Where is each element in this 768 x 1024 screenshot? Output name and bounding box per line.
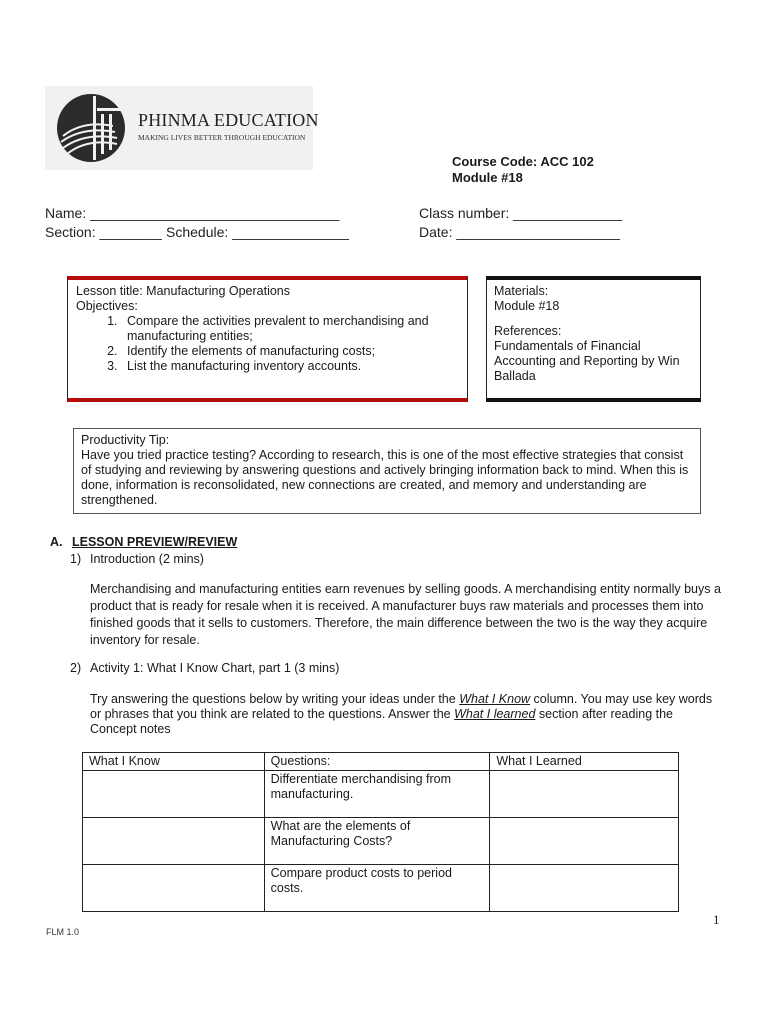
table-row: [83, 818, 679, 865]
references-value: Fundamentals of Financial Accounting and Reporting by Win Ballada: [494, 339, 680, 383]
schedule-field: Schedule: _______________: [166, 224, 349, 240]
lesson-box: [67, 276, 468, 402]
objectives-list: [76, 314, 459, 374]
module-number: Module #18: [452, 170, 523, 185]
productivity-tip-box: [73, 428, 701, 514]
date-field: Date: _____________________: [419, 224, 620, 240]
header-what-i-learned: What I Learned: [490, 753, 679, 771]
section-field: Section: ________: [45, 224, 162, 240]
objectives-label: Objectives:: [76, 299, 138, 313]
item-1-number: 1): [70, 552, 82, 566]
tip-label: Productivity Tip:: [81, 433, 170, 447]
phinma-logo: [45, 86, 319, 170]
header-what-i-know: What I Know: [83, 753, 265, 771]
what-i-know-ref: What I Know: [459, 692, 531, 706]
footer-code: FLM 1.0: [46, 927, 80, 937]
course-info: [452, 154, 594, 186]
logo-brand: PHINMA EDUCATION: [138, 110, 319, 130]
objective-item: 3. List the manufacturing inventory accounts.: [121, 359, 459, 374]
logo-tagline: MAKING LIVES BETTER THROUGH EDUCATION: [138, 133, 306, 142]
what-i-know-cell[interactable]: [83, 818, 265, 865]
table-row: [83, 865, 679, 912]
what-i-learned-cell[interactable]: [490, 771, 679, 818]
instruction-text: Try answering the questions below by writing your ideas under the: [90, 692, 460, 706]
lesson-title: Lesson title: Manufacturing Operations: [76, 284, 291, 298]
table-row: [83, 771, 679, 818]
materials-label: Materials:: [494, 284, 549, 298]
section-title: LESSON PREVIEW/REVIEW: [71, 535, 238, 549]
what-i-know-chart: [82, 752, 679, 912]
page-number: 1: [713, 912, 720, 927]
question-cell: Differentiate merchandising from manufacturing.: [264, 771, 490, 818]
instruction-text: section after reading the Concept notes: [90, 707, 673, 736]
item-2-text: [90, 692, 720, 737]
item-1-text: Merchandising and manufacturing entities earn revenues by selling goods. A merchandising entity normally buys a product that is ready for resale when it is received. A manufacturer buys raw materials and processes them into finished goods that it sells to customers. Therefore, the main difference between the two is the way they acquire inventory for resale.: [90, 582, 721, 647]
what-i-learned-ref: What I learned: [454, 707, 536, 721]
header-questions: Questions:: [264, 753, 490, 771]
section-a-heading: [50, 535, 237, 549]
item-2-number: 2): [70, 661, 82, 675]
section-letter: A.: [50, 535, 63, 549]
materials-box: [486, 276, 701, 402]
item-1-title: Introduction (2 mins): [90, 552, 204, 566]
item-2-title: Activity 1: What I Know Chart, part 1 (3 mins): [90, 661, 340, 675]
what-i-learned-cell[interactable]: [490, 865, 679, 912]
materials-value: Module #18: [494, 299, 560, 313]
what-i-know-cell[interactable]: [83, 865, 265, 912]
what-i-know-cell[interactable]: [83, 771, 265, 818]
table-header-row: [83, 753, 679, 771]
question-cell: Compare product costs to period costs.: [264, 865, 490, 912]
references-label: References:: [494, 324, 562, 338]
course-code: Course Code: ACC 102: [452, 154, 594, 169]
class-number-field: Class number: ______________: [419, 205, 623, 221]
what-i-learned-cell[interactable]: [490, 818, 679, 865]
objective-item: 2. Identify the elements of manufacturing costs;: [121, 344, 459, 359]
question-cell: What are the elements of Manufacturing Costs?: [264, 818, 490, 865]
name-field: Name: ________________________________: [45, 205, 340, 221]
instruction-text: column. You may use key words or phrases that you think are related to the questions. Answer the: [90, 692, 713, 721]
tip-text: Have you tried practice testing? According to research, this is one of the most effective strategies that consist of studying and reviewing by answering questions and actively bringing information back to mind. When this is done, information is reconsolidated, new connections are created, and memory and understanding are strengthened.: [81, 448, 689, 507]
phinma-emblem-icon: [53, 90, 133, 166]
objective-item: 1. Compare the activities prevalent to merchandising and manufacturing entities;: [121, 314, 459, 344]
